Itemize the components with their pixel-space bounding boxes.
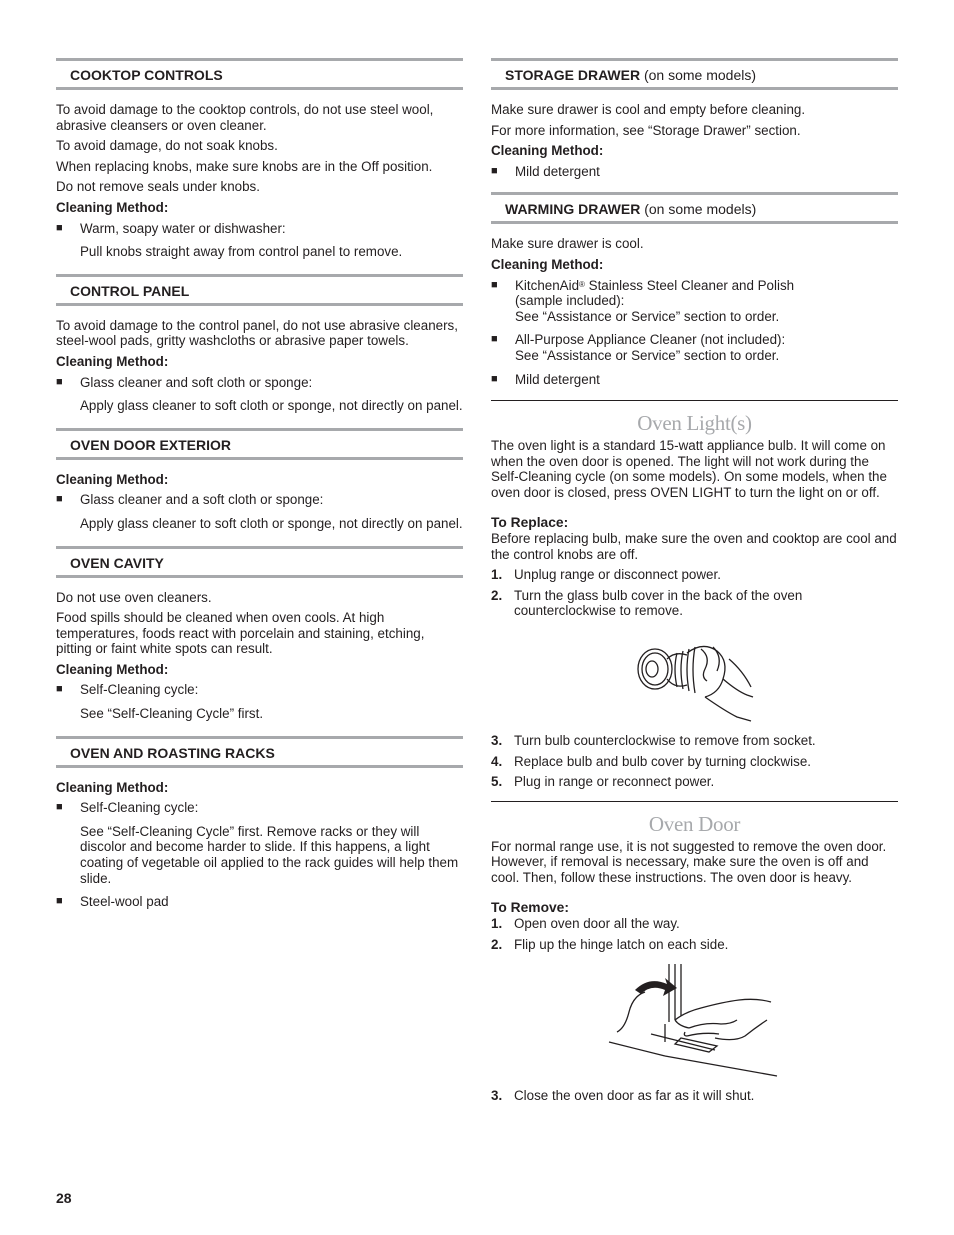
warming-bullet-2	[491, 332, 898, 363]
storage-p2: For more information, see “Storage Drawer” section.	[491, 122, 801, 138]
bulb-cover-illustration	[625, 631, 765, 723]
bullet-square-icon: ■	[56, 683, 63, 696]
sample-note: (sample included):	[515, 293, 625, 309]
bullet-square-icon: ■	[56, 493, 63, 506]
warming-p1: Make sure drawer is cool.	[491, 236, 644, 252]
bullet-text: Self-Cleaning cycle:	[80, 682, 199, 698]
replace-step-1	[491, 567, 898, 583]
to-remove-heading: To Remove:	[491, 899, 569, 915]
storage-cleaning-method: Cleaning Method:	[491, 143, 604, 159]
bullet-square-icon: ■	[56, 375, 63, 388]
control-panel-heading: CONTROL PANEL	[56, 274, 463, 306]
remove-step-1	[491, 916, 898, 932]
section-divider	[491, 801, 898, 802]
step-text: Turn bulb counterclockwise to remove from socket.	[514, 733, 816, 749]
step-number: 3.	[491, 733, 503, 749]
step-text: Turn the glass bulb cover in the back of the oven counterclockwise to remove.	[514, 587, 803, 619]
storage-bullet-1	[491, 164, 898, 180]
page-number: 28	[56, 1190, 72, 1206]
warming-cleaning-method: Cleaning Method:	[491, 256, 604, 272]
cavity-p1: Do not use oven cleaners.	[56, 589, 212, 605]
bullet-square-icon: ■	[56, 801, 63, 814]
registered-mark: ®	[579, 279, 585, 289]
racks-cleaning-method: Cleaning Method:	[56, 779, 169, 795]
replace-intro: Before replacing bulb, make sure the oven and cooktop are cool and the control knobs are off.	[491, 531, 897, 562]
bullet-text: Mild detergent	[515, 163, 600, 179]
cooktop-cleaning-method: Cleaning Method:	[56, 199, 169, 215]
control-panel-bullet-1	[56, 375, 463, 391]
bullet-square-icon: ■	[56, 895, 63, 908]
bullet-text: Warm, soapy water or dishwasher:	[80, 220, 286, 236]
cavity-p2: Food spills should be cleaned when oven cools. At high temperatures, foods react with porcelain and staining, etching, pitting or faint white spots can result.	[56, 610, 425, 657]
hinge-latch-illustration	[605, 962, 785, 1078]
bullet-text: Mild detergent	[515, 371, 600, 387]
oven-door-title: Oven Door	[648, 811, 741, 836]
bullet-text: Glass cleaner and a soft cloth or sponge:	[80, 492, 324, 508]
cooktop-p2: To avoid damage, do not soak knobs.	[56, 138, 278, 154]
step-number: 3.	[491, 1088, 503, 1104]
step-text: Open oven door all the way.	[514, 916, 680, 932]
heading-bold: WARMING DRAWER	[505, 201, 641, 218]
oven-door-exterior-heading: OVEN DOOR EXTERIOR	[56, 428, 463, 460]
oven-roasting-racks-heading: OVEN AND ROASTING RACKS	[56, 736, 463, 768]
replace-step-4	[491, 754, 898, 770]
step-number: 4.	[491, 753, 503, 769]
oven-cavity-heading: OVEN CAVITY	[56, 546, 463, 578]
section-divider	[491, 400, 898, 401]
step-text: Unplug range or disconnect power.	[514, 567, 721, 583]
cooktop-controls-heading: COOKTOP CONTROLS	[56, 58, 463, 90]
bullet-text: Self-Cleaning cycle:	[80, 800, 199, 816]
cavity-cleaning-method: Cleaning Method:	[56, 661, 169, 677]
warming-bullet-1	[491, 278, 898, 325]
heading-qualifier: (on some models)	[640, 67, 757, 83]
product-name: Stainless Steel Cleaner and Polish	[584, 277, 795, 293]
remove-step-3	[491, 1088, 898, 1104]
to-replace-heading: To Replace:	[491, 514, 569, 530]
step-number: 1.	[491, 916, 503, 932]
warming-bullet-3	[491, 372, 898, 388]
storage-p1: Make sure drawer is cool and empty before cleaning.	[491, 102, 806, 117]
control-panel-cleaning-method: Cleaning Method:	[56, 353, 169, 369]
heading-bold: STORAGE DRAWER	[505, 67, 641, 83]
bullet-square-icon: ■	[491, 372, 498, 385]
bullet-text	[515, 332, 898, 363]
racks-bullet-2	[56, 894, 463, 910]
cavity-bullet-1-note: See “Self-Cleaning Cycle” first.	[80, 706, 264, 722]
warming-drawer-heading	[491, 192, 898, 224]
cleaner-name: All-Purpose Appliance Cleaner (not included):	[515, 332, 786, 348]
order-note: See “Assistance or Service” section to order.	[515, 347, 780, 363]
step-number: 5.	[491, 774, 503, 790]
left-column	[56, 58, 463, 915]
cooktop-p4: Do not remove seals under knobs.	[56, 179, 260, 195]
bullet-text: Glass cleaner and soft cloth or sponge:	[80, 374, 313, 390]
oven-door-p1: For normal range use, it is not suggested to remove the oven door. However, if removal is necessary, make sure the oven is off and cool. Then, follow these instructions. The oven door is heavy.	[491, 838, 887, 886]
cavity-bullet-1	[56, 682, 463, 698]
replace-step-5	[491, 774, 898, 790]
control-panel-p1: To avoid damage to the control panel, do not use abrasive cleaners, steel-wool pads, gritty washcloths or abrasive paper towels.	[56, 317, 458, 349]
order-note: See “Assistance or Service” section to order.	[515, 308, 780, 324]
cooktop-bullet-1	[56, 221, 463, 237]
step-text: Plug in range or reconnect power.	[514, 774, 715, 790]
remove-step-2	[491, 937, 898, 953]
right-column	[491, 58, 898, 1109]
storage-drawer-heading	[491, 58, 898, 90]
bullet-square-icon: ■	[491, 278, 498, 291]
door-exterior-bullet-1	[56, 492, 463, 508]
bullet-square-icon: ■	[491, 164, 498, 177]
replace-step-2	[491, 588, 898, 619]
replace-step-3	[491, 733, 898, 749]
bullet-text: Steel-wool pad	[80, 894, 169, 910]
brand-name: KitchenAid	[515, 277, 580, 293]
step-text: Replace bulb and bulb cover by turning clockwise.	[514, 753, 811, 769]
control-panel-bullet-1-note: Apply glass cleaner to soft cloth or sponge, not directly on panel.	[80, 398, 463, 414]
door-exterior-cleaning-method: Cleaning Method:	[56, 471, 169, 487]
step-number: 2.	[491, 936, 503, 952]
racks-bullet-1-note: See “Self-Cleaning Cycle” first. Remove racks or they will discolor and become harder to slide. If this happens, a light coating of vegetable oil applied to the rack guides will help them slide.	[80, 823, 459, 886]
cooktop-p3: When replacing knobs, make sure knobs are in the Off position.	[56, 158, 433, 174]
oven-lights-title: Oven Light(s)	[637, 411, 752, 436]
cooktop-bullet-1-note: Pull knobs straight away from control panel to remove.	[80, 244, 403, 260]
step-text: Flip up the hinge latch on each side.	[514, 936, 729, 952]
bullet-square-icon: ■	[56, 221, 63, 234]
step-number: 2.	[491, 587, 503, 603]
racks-bullet-1	[56, 800, 463, 816]
step-number: 1.	[491, 567, 503, 583]
oven-light-p1: The oven light is a standard 15-watt appliance bulb. It will come on when the oven door is opened. The light will not work during the Self-Cleaning cycle (on some models). On some models, when the oven door is closed, press OVEN LIGHT to turn the light on or off.	[491, 438, 887, 500]
bullet-square-icon: ■	[491, 333, 498, 346]
bullet-text	[515, 278, 898, 325]
door-exterior-bullet-1-note: Apply glass cleaner to soft cloth or sponge, not directly on panel.	[80, 515, 463, 531]
cooktop-p1: To avoid damage to the cooktop controls, do not use steel wool, abrasive cleansers or oven cleaner.	[56, 102, 434, 133]
heading-qualifier: (on some models)	[640, 201, 757, 218]
step-text: Close the oven door as far as it will shut.	[514, 1088, 755, 1104]
